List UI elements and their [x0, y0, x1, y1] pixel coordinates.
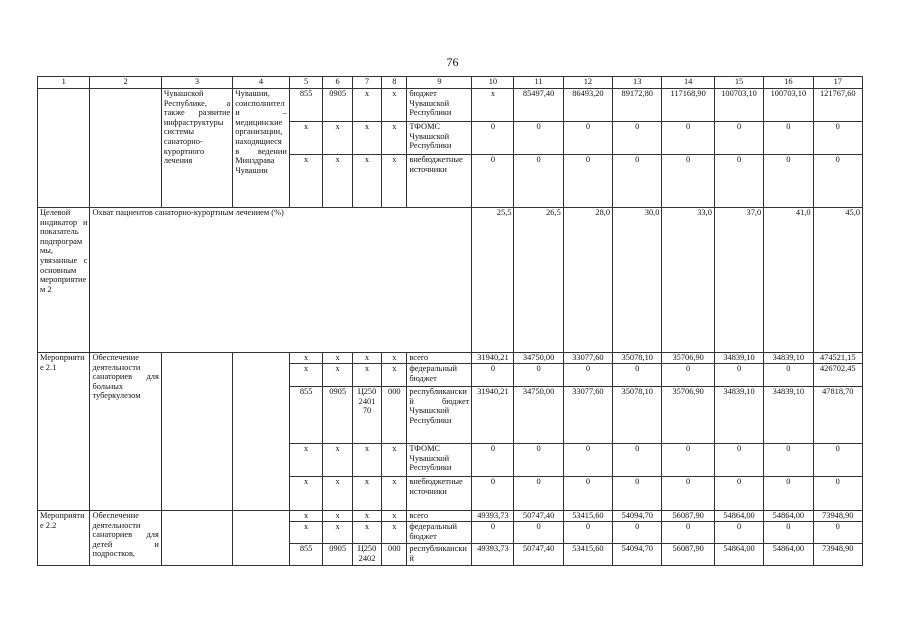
target-article-cell: Ц250 2402	[352, 544, 381, 566]
value-cell: 0	[764, 522, 813, 544]
header-cell: 10	[472, 77, 514, 89]
header-cell: 15	[714, 77, 763, 89]
value-cell: 0	[813, 122, 862, 155]
value-cell: 426702,45	[813, 364, 862, 387]
value-cell: 0	[813, 155, 862, 208]
value-cell: 34839,10	[764, 387, 813, 444]
header-row	[38, 77, 863, 89]
value-cell: 35078,10	[613, 387, 662, 444]
value-cell: 89172,80	[613, 89, 662, 122]
target-article-cell: x	[352, 444, 381, 477]
source-cell: ТФОМС Чувашской Республики	[407, 444, 472, 477]
grbs-cell: x	[289, 477, 323, 511]
value-cell: 0	[472, 122, 514, 155]
value-cell: 100703,10	[714, 89, 763, 122]
value-cell: 0	[563, 364, 612, 387]
source-cell: ТФОМС Чувашской Республики	[407, 122, 472, 155]
expense-type-cell: x	[382, 364, 407, 387]
value-cell: 0	[514, 444, 563, 477]
value-cell: 100703,10	[764, 89, 813, 122]
section-cell: 0905	[323, 89, 352, 122]
header-cell: 7	[352, 77, 381, 89]
value-cell: 56087,90	[662, 544, 714, 566]
value-cell: 0	[563, 444, 612, 477]
grbs-cell: 855	[289, 89, 323, 122]
source-cell: всего	[407, 353, 472, 364]
indicator-text-cell: Охват пациентов санаторно-курортным лечением (%)	[90, 208, 472, 353]
section-cell: x	[323, 477, 352, 511]
executor-cell: Чувашии, соисполнители – медицинские организации, находящиеся в ведении Минздрава Чувашии	[233, 89, 290, 208]
value-cell: 0	[764, 155, 813, 208]
value-cell: 0	[662, 522, 714, 544]
value-cell: 0	[613, 155, 662, 208]
measure-title-cell: Обеспечение деятельности санаториев для больных туберкулезом	[90, 353, 161, 511]
expense-type-cell: x	[382, 89, 407, 122]
empty-cell	[161, 511, 232, 566]
source-cell: всего	[407, 511, 472, 522]
section-cell: x	[323, 511, 352, 522]
empty-cell	[233, 353, 290, 511]
value-cell: 35078,10	[613, 353, 662, 364]
empty-cell	[38, 89, 90, 208]
value-cell: 86493,20	[563, 89, 612, 122]
indicator-value-cell: 25,5	[472, 208, 514, 353]
measure-title-cell: Обеспечение деятельности санаториев для детей и подростков,	[90, 511, 161, 566]
measure-number-cell: Мероприятие 2.1	[38, 353, 90, 511]
source-cell: бюджет Чувашской Республики	[407, 89, 472, 122]
value-cell: 54864,00	[764, 511, 813, 522]
header-cell: 6	[323, 77, 352, 89]
indicator-value-cell: 37,0	[714, 208, 763, 353]
expense-type-cell: x	[382, 353, 407, 364]
grbs-cell: x	[289, 522, 323, 544]
header-cell: 8	[382, 77, 407, 89]
header-cell: 2	[90, 77, 161, 89]
grbs-cell: x	[289, 353, 323, 364]
section-cell: x	[323, 522, 352, 544]
value-cell: 0	[563, 477, 612, 511]
section-cell: 0905	[323, 544, 352, 566]
value-cell: 0	[514, 477, 563, 511]
target-article-cell: x	[352, 89, 381, 122]
expense-type-cell: x	[382, 511, 407, 522]
indicator-row	[38, 208, 863, 353]
indicator-label-cell: Целевой индикатор и показатель подпрограммы, увязанные с основным мероприятием 2	[38, 208, 90, 353]
value-cell: 0	[813, 522, 862, 544]
value-cell: 73948,90	[813, 544, 862, 566]
expense-type-cell: 000	[382, 387, 407, 444]
value-cell: 0	[563, 522, 612, 544]
value-cell: 0	[472, 444, 514, 477]
value-cell: 0	[514, 522, 563, 544]
value-cell: 0	[563, 122, 612, 155]
grbs-cell: x	[289, 511, 323, 522]
budget-table	[37, 76, 863, 566]
section-cell: 0905	[323, 387, 352, 444]
grbs-cell: 855	[289, 387, 323, 444]
value-cell: 50747,40	[514, 511, 563, 522]
expense-type-cell: x	[382, 477, 407, 511]
target-article-cell: x	[352, 353, 381, 364]
value-cell: 0	[662, 477, 714, 511]
empty-cell	[161, 353, 232, 511]
section-cell: x	[323, 353, 352, 364]
expense-type-cell: x	[382, 155, 407, 208]
value-cell: 0	[514, 364, 563, 387]
target-article-cell: x	[352, 155, 381, 208]
value-cell: 0	[714, 364, 763, 387]
value-cell: 0	[764, 477, 813, 511]
section-cell: x	[323, 444, 352, 477]
source-cell: республиканский бюджет Чувашской Республики	[407, 387, 472, 444]
value-cell: 0	[662, 155, 714, 208]
value-cell: 0	[613, 122, 662, 155]
empty-cell	[90, 89, 161, 208]
value-cell: 0	[472, 477, 514, 511]
header-cell: 16	[764, 77, 813, 89]
value-cell: 0	[613, 522, 662, 544]
source-cell: федеральный бюджет	[407, 364, 472, 387]
value-cell: 47818,70	[813, 387, 862, 444]
measure-title-cell: Чувашской Республике, а также развитие инфраструктуры системы санаторно-курортного лечения	[161, 89, 232, 208]
target-article-cell: x	[352, 511, 381, 522]
value-cell: 34839,10	[764, 353, 813, 364]
table-row	[38, 511, 863, 522]
header-cell: 12	[563, 77, 612, 89]
value-cell: 0	[714, 155, 763, 208]
page-number: 76	[446, 55, 459, 69]
source-cell: внебюджетные источники	[407, 477, 472, 511]
value-cell: x	[472, 89, 514, 122]
value-cell: 0	[714, 122, 763, 155]
value-cell: 0	[764, 364, 813, 387]
header-cell: 1	[38, 77, 90, 89]
value-cell: 34839,10	[714, 387, 763, 444]
value-cell: 0	[764, 122, 813, 155]
table-row	[38, 353, 863, 364]
value-cell: 49393,73	[472, 544, 514, 566]
header-cell: 14	[662, 77, 714, 89]
target-article-cell: Ц250 2401 70	[352, 387, 381, 444]
value-cell: 54094,70	[613, 511, 662, 522]
value-cell: 0	[662, 364, 714, 387]
grbs-cell: x	[289, 444, 323, 477]
value-cell: 0	[613, 364, 662, 387]
header-cell: 9	[407, 77, 472, 89]
header-cell: 4	[233, 77, 290, 89]
target-article-cell: x	[352, 477, 381, 511]
source-cell: федеральный бюджет	[407, 522, 472, 544]
value-cell: 0	[563, 155, 612, 208]
value-cell: 117168,90	[662, 89, 714, 122]
value-cell: 0	[764, 444, 813, 477]
expense-type-cell: 000	[382, 544, 407, 566]
value-cell: 85497,40	[514, 89, 563, 122]
indicator-value-cell: 45,0	[813, 208, 862, 353]
table-row	[38, 89, 863, 122]
value-cell: 35706,90	[662, 387, 714, 444]
value-cell: 121767,60	[813, 89, 862, 122]
section-cell: x	[323, 155, 352, 208]
source-cell: республиканский	[407, 544, 472, 566]
value-cell: 0	[514, 122, 563, 155]
section-cell: x	[323, 122, 352, 155]
value-cell: 54864,00	[714, 544, 763, 566]
value-cell: 54094,70	[613, 544, 662, 566]
header-cell: 5	[289, 77, 323, 89]
section-cell: x	[323, 364, 352, 387]
expense-type-cell: x	[382, 522, 407, 544]
empty-cell	[233, 511, 290, 566]
expense-type-cell: x	[382, 122, 407, 155]
value-cell: 34750,00	[514, 353, 563, 364]
value-cell: 0	[472, 155, 514, 208]
header-cell: 17	[813, 77, 862, 89]
value-cell: 0	[613, 444, 662, 477]
value-cell: 34839,10	[714, 353, 763, 364]
target-article-cell: x	[352, 364, 381, 387]
header-cell: 11	[514, 77, 563, 89]
grbs-cell: x	[289, 155, 323, 208]
value-cell: 474521,15	[813, 353, 862, 364]
value-cell: 35706,90	[662, 353, 714, 364]
measure-number-cell: Мероприятие 2.2	[38, 511, 90, 566]
grbs-cell: x	[289, 364, 323, 387]
target-article-cell: x	[352, 522, 381, 544]
indicator-value-cell: 28,0	[563, 208, 612, 353]
value-cell: 49393,73	[472, 511, 514, 522]
value-cell: 33077,60	[563, 353, 612, 364]
value-cell: 54864,00	[764, 544, 813, 566]
value-cell: 0	[714, 522, 763, 544]
value-cell: 56087,90	[662, 511, 714, 522]
indicator-value-cell: 30,0	[613, 208, 662, 353]
value-cell: 50747,40	[514, 544, 563, 566]
value-cell: 53415,60	[563, 511, 612, 522]
value-cell: 31940,21	[472, 353, 514, 364]
value-cell: 54864,00	[714, 511, 763, 522]
value-cell: 0	[613, 477, 662, 511]
value-cell: 0	[472, 522, 514, 544]
value-cell: 34750,00	[514, 387, 563, 444]
indicator-value-cell: 33,0	[662, 208, 714, 353]
header-cell: 3	[161, 77, 232, 89]
value-cell: 0	[514, 155, 563, 208]
value-cell: 0	[714, 477, 763, 511]
value-cell: 53415,60	[563, 544, 612, 566]
header-cell: 13	[613, 77, 662, 89]
grbs-cell: 855	[289, 544, 323, 566]
value-cell: 0	[813, 444, 862, 477]
value-cell: 0	[472, 364, 514, 387]
grbs-cell: x	[289, 122, 323, 155]
source-cell: внебюджетные источники	[407, 155, 472, 208]
value-cell: 0	[662, 122, 714, 155]
value-cell: 31940,21	[472, 387, 514, 444]
value-cell: 73948,90	[813, 511, 862, 522]
target-article-cell: x	[352, 122, 381, 155]
expense-type-cell: x	[382, 444, 407, 477]
value-cell: 0	[714, 444, 763, 477]
value-cell: 0	[813, 477, 862, 511]
indicator-value-cell: 41,0	[764, 208, 813, 353]
indicator-value-cell: 26,5	[514, 208, 563, 353]
value-cell: 33077,60	[563, 387, 612, 444]
value-cell: 0	[662, 444, 714, 477]
